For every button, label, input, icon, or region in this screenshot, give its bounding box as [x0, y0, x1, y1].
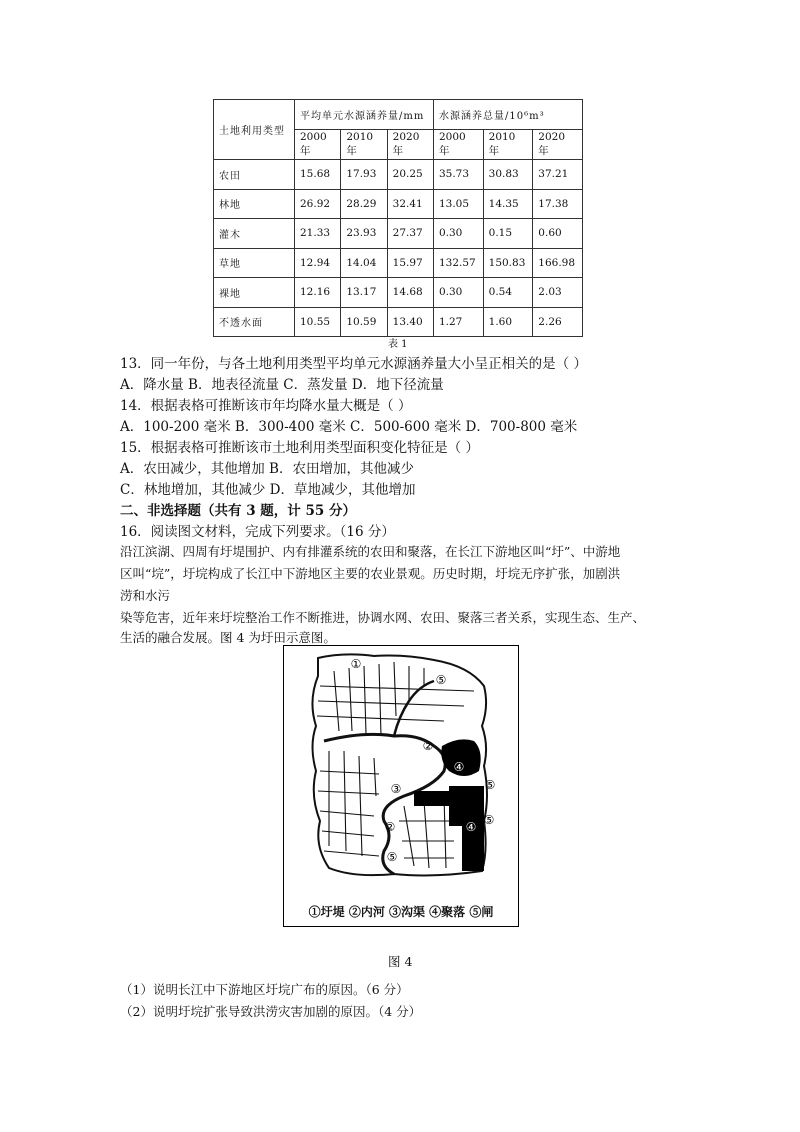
table-row — [214, 189, 583, 219]
value-cell: 21.33 — [295, 219, 341, 249]
material-line: 生活的融合发展。图 4 为圩田示意图。 — [120, 630, 336, 645]
value-cell: 12.16 — [295, 278, 341, 308]
land-use-table — [213, 99, 583, 337]
value-cell: 13.17 — [341, 278, 387, 308]
material-line: 涝和水污 — [120, 588, 171, 603]
question-13-options: A．降水量 B．地表径流量 C．蒸发量 D．地下径流量 — [120, 377, 444, 393]
table-row — [214, 278, 583, 308]
marker-settlement: ④ — [465, 820, 477, 834]
value-cell: 0.30 — [433, 219, 483, 249]
value-cell: 27.37 — [387, 219, 433, 249]
value-cell: 35.73 — [433, 160, 483, 190]
marker-settlement: ④ — [453, 760, 465, 774]
marker-canal: ③ — [390, 782, 402, 796]
table-row — [214, 307, 583, 337]
year-header: 2000 年 — [433, 130, 483, 160]
polder-map — [284, 646, 517, 896]
value-cell: 13.40 — [387, 307, 433, 337]
group2-header: 水源涵养总量/10⁶m³ — [433, 100, 582, 130]
question-15-options-cd: C．林地增加，其他减少 D．草地减少，其他增加 — [120, 482, 416, 498]
land-type-cell: 农田 — [214, 160, 295, 190]
value-cell: 14.68 — [387, 278, 433, 308]
polder-diagram — [283, 645, 519, 927]
row-header: 土地利用类型 — [214, 100, 295, 160]
marker-river: ② — [384, 820, 396, 834]
marker-sluice: ⑤ — [484, 778, 496, 792]
sub-question-2: （2）说明圩垸扩张导致洪涝灾害加剧的原因。（4 分） — [120, 1004, 422, 1019]
value-cell: 17.93 — [341, 160, 387, 190]
value-cell: 0.15 — [483, 219, 533, 249]
sub-question-1: （1）说明长江中下游地区圩垸广布的原因。（6 分） — [120, 982, 409, 997]
figure-legend: ①圩堤 ②内河 ③沟渠 ④聚落 ⑤闸 — [308, 905, 494, 919]
value-cell: 1.60 — [483, 307, 533, 337]
year-header: 2010 年 — [483, 130, 533, 160]
table-row — [214, 160, 583, 190]
value-cell: 32.41 — [387, 189, 433, 219]
material-line: 染等危害，近年来圩垸整治工作不断推进，协调水网、农田、聚落三者关系，实现生态、生产、 — [120, 610, 646, 625]
question-16: 16．阅读图文材料，完成下列要求。（16 分） — [120, 524, 395, 540]
value-cell: 1.27 — [433, 307, 483, 337]
year-header: 2020 年 — [533, 130, 583, 160]
value-cell: 10.59 — [341, 307, 387, 337]
settlement-area — [414, 791, 449, 806]
section-heading: 二、非选择题（共有 3 题，计 55 分） — [120, 503, 356, 519]
table-row — [214, 219, 583, 249]
question-15: 15．根据表格可推断该市土地利用类型面积变化特征是（ ） — [120, 440, 479, 456]
value-cell: 17.38 — [533, 189, 583, 219]
value-cell: 10.55 — [295, 307, 341, 337]
marker-river: ② — [422, 739, 434, 753]
value-cell: 23.93 — [341, 219, 387, 249]
value-cell: 0.60 — [533, 219, 583, 249]
value-cell: 28.29 — [341, 189, 387, 219]
question-13: 13．同一年份，与各土地利用类型平均单元水源涵养量大小呈正相关的是（ ） — [120, 356, 587, 372]
value-cell: 12.94 — [295, 248, 341, 278]
question-15-options-ab: A．农田减少，其他增加 B．农田增加，其他减少 — [120, 461, 414, 477]
figure-caption: 图 4 — [388, 954, 413, 969]
value-cell: 0.30 — [433, 278, 483, 308]
land-type-cell: 裸地 — [214, 278, 295, 308]
land-type-cell: 灌木 — [214, 219, 295, 249]
value-cell: 37.21 — [533, 160, 583, 190]
value-cell: 150.83 — [483, 248, 533, 278]
value-cell: 0.54 — [483, 278, 533, 308]
group1-header: 平均单元水源涵养量/mm — [295, 100, 434, 130]
value-cell: 26.92 — [295, 189, 341, 219]
value-cell: 2.03 — [533, 278, 583, 308]
value-cell: 13.05 — [433, 189, 483, 219]
year-header: 2010 年 — [341, 130, 387, 160]
marker-sluice: ⑤ — [386, 850, 398, 864]
marker-sluice: ⑤ — [435, 673, 447, 687]
land-type-cell: 不透水面 — [214, 307, 295, 337]
table-row — [214, 248, 583, 278]
table-caption: 表 1 — [388, 339, 408, 350]
material-line: 区叫“垸”，圩垸构成了长江中下游地区主要的农业景观。历史时期，圩垸无序扩张，加剧洪 — [120, 566, 621, 581]
question-14: 14．根据表格可推断该市年均降水量大概是（ ） — [120, 398, 412, 414]
value-cell: 15.97 — [387, 248, 433, 278]
value-cell: 15.68 — [295, 160, 341, 190]
marker-dike: ① — [350, 657, 362, 671]
value-cell: 14.04 — [341, 248, 387, 278]
year-header: 2000 年 — [295, 130, 341, 160]
value-cell: 132.57 — [433, 248, 483, 278]
land-type-cell: 草地 — [214, 248, 295, 278]
year-header: 2020 年 — [387, 130, 433, 160]
value-cell: 166.98 — [533, 248, 583, 278]
value-cell: 2.26 — [533, 307, 583, 337]
value-cell: 30.83 — [483, 160, 533, 190]
question-14-options: A．100-200 毫米 B．300-400 毫米 C．500-600 毫米 D．700-800 毫米 — [120, 419, 578, 435]
material-line: 沿江滨湖、四周有圩堤围护、内有排灌系统的农田和聚落，在长江下游地区叫“圩”、中游地 — [120, 544, 621, 559]
value-cell: 20.25 — [387, 160, 433, 190]
land-type-cell: 林地 — [214, 189, 295, 219]
value-cell: 14.35 — [483, 189, 533, 219]
marker-sluice: ⑤ — [483, 813, 495, 827]
